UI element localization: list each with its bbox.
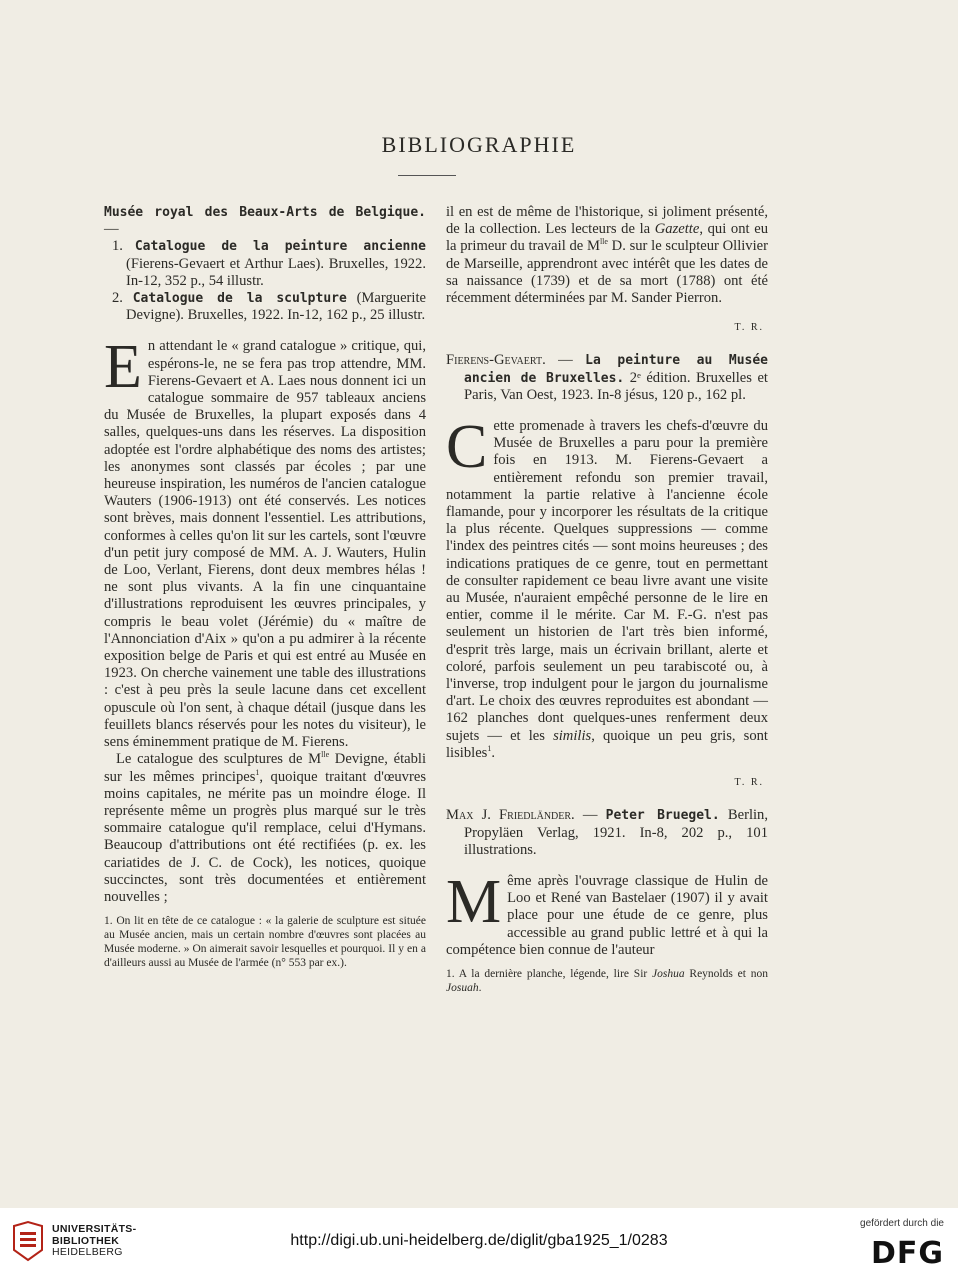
- italic-text: Josuah: [446, 981, 479, 994]
- item-details: (Fierens-Gevaert et Arthur Laes). Bruxelles, 1922. In-12, 352 p., 54 illustr.: [126, 255, 426, 289]
- library-name-line: HEIDELBERG: [52, 1246, 123, 1258]
- italic-text: similis: [553, 727, 592, 744]
- footnote-marker: 1: [255, 767, 260, 777]
- library-name-line: UNIVERSITÄTS-: [52, 1223, 137, 1235]
- paragraph-text: n attendant le « grand catalogue » critique, qui, espérons-le, ne se fera pas trop attendre, MM. Fierens-Gevaert et A. Laes nous donnent ici un catalogue sommaire de 957 tableaux anciens du Musée de Bruxelles, la plupart exposés dans 4 salles, quelques-uns dans les réserves. La disposition adoptée est l'ordre alphabétique des noms des artistes; les anonymes sont classés par écoles ; par une heureuse inspiration, les numéros de l'ancien catalogue Wauters (1906-1913) ont été conservés. Les notices sont brèves, mais donnent l'essentiel. Les attributions, conformes à celles qu'on lit sur les cartels, sont l'œuvre d'un petit jury composé de MM. A. J. Wauters, Hulin de Loo, Verlant, Fierens, dont deux membres hélas ! ne sont plus vivants. A la fin une cinquantaine d'illustrations reproduisent les œuvres principales, y compris le beau volet (Jérémie) du « maître de l'Annonciation d'Aix » qu'on a pu admirer à la récente exposition belge de Paris et qui est entré au Musée en 1923. On cherche vainement une table des illustrations : c'est à peu près la seule lacune dans cet excellent opuscule où l'on sent, à chaque détail (jusque dans les feuillets blancs réservés pour les notes du visiteur), le sens éminemment pratique de M. Fierens.: [104, 338, 426, 751]
- footnote-text: .: [478, 981, 482, 994]
- paragraph-4: [446, 413, 768, 762]
- paragraph-5: [446, 867, 768, 959]
- paragraph-text: , quoique traitant d'œuvres moins capitales, ne mérite pas un moindre éloge. Il représente même un progrès plus marqué sur le très sommaire catalogue qu'il remplace, celui d'Hymans. Beaucoup d'attributions ont été rectifiées (p. ex. les cariatides de J. C. de Cock), les notices, quoique succinctes, sont très documentées et entièrement nouvelles ;: [104, 768, 426, 905]
- left-column: [104, 204, 426, 970]
- footnote: [446, 967, 768, 995]
- superscript: lle: [321, 750, 330, 760]
- signature: T. R.: [734, 777, 764, 789]
- entry-details: Berlin, Propyläen Verlag, 1921. In-8, 202 p., 101 illustrations.: [464, 807, 769, 858]
- drop-cap: E: [104, 333, 142, 402]
- entry-friedlander: [446, 807, 768, 859]
- entry-details: 2ᵉ édition. Bruxelles et Paris, Van Oest, 1923. In-8 jésus, 120 p., 162 pl.: [464, 369, 768, 403]
- drop-cap: C: [446, 413, 488, 482]
- item-details: (Marguerite Devigne). Bruxelles, 1922. In-12, 162 p., 25 illustr.: [126, 290, 427, 324]
- item-number: 1.: [112, 238, 135, 255]
- drop-cap: M: [446, 867, 502, 936]
- paragraph-text: Devigne, établi sur les mêmes principes: [104, 751, 427, 785]
- dfg-logo[interactable]: DFG: [870, 1236, 944, 1271]
- paragraph-text: Le catalogue des sculptures de M: [116, 751, 322, 768]
- italic-text: Joshua: [652, 967, 685, 980]
- superscript: lle: [599, 237, 608, 247]
- funding-label: gefördert durch die: [860, 1218, 944, 1229]
- paragraph-text: ette promenade à travers les chefs-d'œuvre du Musée de Bruxelles a paru pour la première fois en 1913. M. Fierens-Gevaert a entièrement refondu son premier travail, notamment la partie relative à l'ancienne école flamande, pour y incorporer les résultats de la critique la plus récente. Quelques suppressions — comme l'index des peintres cités — sont moins heureuses ; des indications pratiques de ce genre, tout en permettant de consulter rapidement ce beau livre avant une visite au Musée, n'auraient empêché personne de le lire en entier, comme il le mérite. Car M. F.-G. n'est pas seulement un historien de l'art très bien informé, d'esprit très large, mais un écrivain brillant, alerte et coloré, parfois seulement un peu tarabiscoté ou, à l'inverse, trop indulgent pour le jargon du journalisme d'art. Le choix des œuvres reproduites est abondant — 162 planches dont quelques-unes renferment deux sujets — et les: [446, 418, 768, 744]
- entry-item-2: [104, 290, 426, 324]
- page-title: BIBLIOGRAPHIE: [381, 132, 577, 157]
- paragraph-text: ême après l'ouvrage classique de Hulin de Loo et René van Bastelaer (1907) il y avait place pour une étude de ce genre, plus accessible au grand public lettré et à qui la compétence bien connue de l'auteur: [446, 872, 768, 958]
- footnote-text: 1. A la dernière planche, légende, lire Sir: [446, 967, 653, 980]
- italic-text: Gazette: [654, 221, 700, 238]
- title-rule: [398, 175, 456, 176]
- permalink-url[interactable]: http://digi.ub.uni-heidelberg.de/diglit/gba1925_1/0283: [290, 1232, 668, 1249]
- entry-dash: —: [574, 807, 606, 824]
- footnote: 1. On lit en tête de ce catalogue : « la galerie de sculpture est située au Musée ancien, mais un certain nombre d'œuvres sont placées au Musée moderne. » On aimerait savoir lesquelles et pourquoi. Il y en a d'ailleurs aussi au Musée de l'armée (n° 553 par ex.).: [104, 915, 426, 970]
- entry-author: Max J. Friedländer.: [446, 807, 575, 824]
- right-column: [446, 204, 768, 995]
- entry-title: La peinture au Musée ancien de Bruxelles.: [464, 353, 768, 386]
- signature: T. R.: [734, 322, 764, 334]
- entry-musee-royal: [104, 204, 426, 238]
- entry-fierens-gevaert: [446, 352, 768, 404]
- entry-title: Peter Bruegel.: [605, 808, 720, 824]
- paragraph-3: [446, 204, 768, 307]
- viewer-footer: [0, 1208, 958, 1278]
- entry-item-1: [104, 238, 426, 290]
- entry-dash: —: [545, 352, 586, 369]
- paragraph-1: [104, 333, 426, 751]
- paragraph-text: il en est de même de l'historique, si joliment présenté, de la collection. Les lecteurs de la: [446, 204, 768, 238]
- item-title: Catalogue de la sculpture: [132, 291, 347, 307]
- library-name-line: BIBLIOTHEK: [52, 1234, 120, 1247]
- paragraph-text: D. sur le sculpteur Ollivier de Marseille, apprendront avec intérêt que les dates de sa naissance (1739) et de sa mort (1788) ont été récemment déterminées par M. Sander Pierron.: [446, 238, 768, 307]
- paragraph-2: [104, 751, 426, 906]
- item-number: 2.: [112, 290, 133, 307]
- entry-heading: Musée royal des Beaux-Arts de Belgique.: [104, 205, 426, 220]
- paragraph-text: , quoique un peu gris, sont lisibles: [446, 727, 768, 761]
- entry-dash: —: [104, 221, 119, 238]
- footnote-text: Reynolds et non: [684, 967, 768, 980]
- footnote-marker: 1: [487, 744, 492, 754]
- paragraph-text: .: [491, 744, 496, 761]
- entry-author: Fierens-Gevaert.: [446, 352, 546, 369]
- item-title: Catalogue de la peinture ancienne: [134, 239, 427, 255]
- paragraph-text: , qui ont eu la primeur du travail de M: [446, 221, 768, 255]
